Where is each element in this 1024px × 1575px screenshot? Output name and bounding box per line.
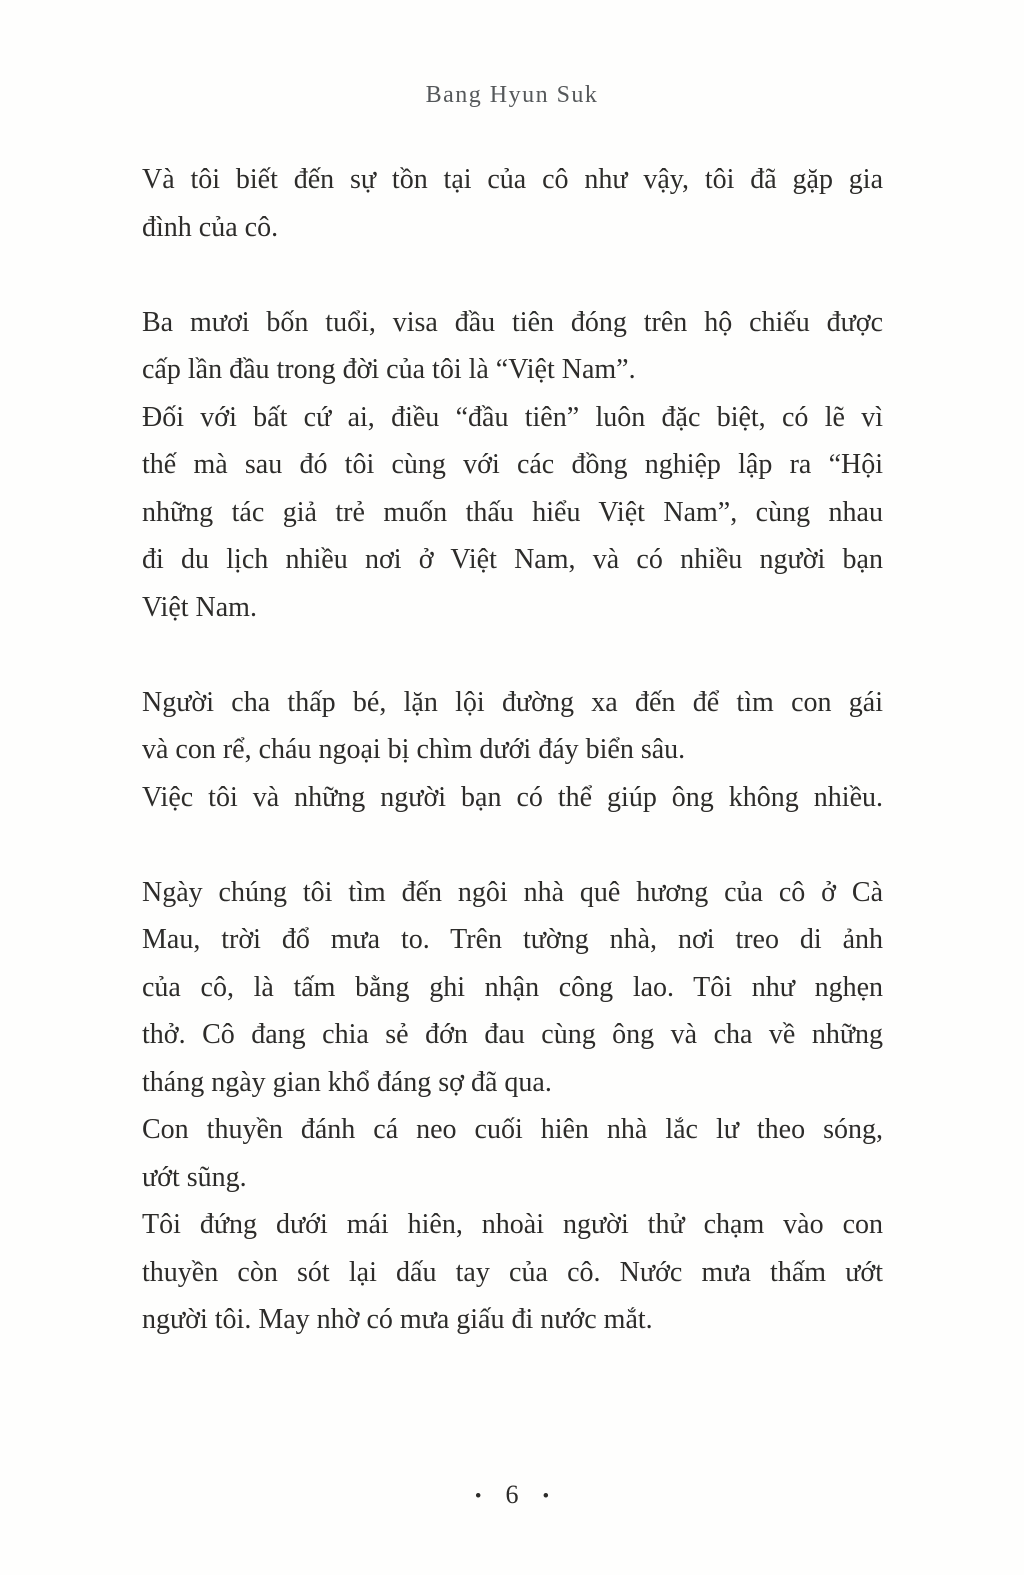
text-line: cấp lần đầu trong đời của tôi là “Việt Nam”. bbox=[142, 354, 636, 385]
footer-ornament-right-icon: • bbox=[542, 1485, 550, 1507]
text-line: Tôi đứng dưới mái hiên, nhoài người thử chạm vào con bbox=[142, 1209, 883, 1240]
text-line: thế mà sau đó tôi cùng với các đồng nghiệp lập ra “Hội bbox=[142, 449, 883, 480]
text-line: của cô, là tấm bằng ghi nhận công lao. Tôi như nghẹn bbox=[142, 971, 883, 1003]
text-line: Và tôi biết đến sự tồn tại của cô như vậy, tôi đã gặp gia bbox=[142, 164, 883, 195]
text-line: những tác giả trẻ muốn thấu hiểu Việt Nam”, cùng nhau bbox=[142, 496, 883, 528]
text-line: người tôi. May nhờ có mưa giấu đi nước mắt. bbox=[142, 1304, 653, 1335]
footer-ornament-left-icon: • bbox=[474, 1485, 482, 1507]
paragraph bbox=[142, 1201, 883, 1344]
text-line: thở. Cô đang chia sẻ đớn đau cùng ông và cha về những bbox=[142, 1019, 883, 1050]
text-line: Ngày chúng tôi tìm đến ngôi nhà quê hương của cô ở Cà bbox=[142, 876, 883, 908]
text-line: và con rể, cháu ngoại bị chìm dưới đáy biển sâu. bbox=[142, 734, 686, 765]
text-line: Người cha thấp bé, lặn lội đường xa đến để tìm con gái bbox=[142, 686, 883, 718]
page-footer bbox=[0, 1480, 1024, 1510]
paragraph bbox=[142, 299, 883, 394]
text-line: thuyền còn sót lại dấu tay của cô. Nước mưa thấm ướt bbox=[142, 1256, 883, 1288]
text-line: Con thuyền đánh cá neo cuối hiên nhà lắc lư theo sóng, bbox=[142, 1114, 883, 1145]
text-line: đi du lịch nhiều nơi ở Việt Nam, và có nhiều người bạn bbox=[142, 544, 883, 575]
paragraph bbox=[142, 1106, 883, 1201]
paragraph bbox=[142, 774, 883, 822]
paragraph bbox=[142, 869, 883, 1107]
paragraph bbox=[142, 156, 883, 251]
page-body-text bbox=[142, 156, 883, 1344]
text-line: ướt sũng. bbox=[142, 1161, 247, 1193]
text-line: tháng ngày gian khổ đáng sợ đã qua. bbox=[142, 1066, 552, 1098]
running-header-author: Bang Hyun Suk bbox=[425, 82, 599, 108]
text-line: đình của cô. bbox=[142, 211, 279, 243]
text-line: Ba mươi bốn tuổi, visa đầu tiên đóng trên hộ chiếu được bbox=[142, 306, 883, 338]
text-line: Mau, trời đổ mưa to. Trên tường nhà, nơi treo di ảnh bbox=[142, 924, 883, 955]
text-line: Việt Nam. bbox=[142, 591, 257, 623]
text-line: Việc tôi và những người bạn có thể giúp ông không nhiều. bbox=[142, 781, 883, 813]
page-number: 6 bbox=[505, 1480, 519, 1509]
text-line: Đối với bất cứ ai, điều “đầu tiên” luôn đặc biệt, có lẽ vì bbox=[142, 401, 883, 433]
paragraph bbox=[142, 679, 883, 774]
paragraph bbox=[142, 394, 883, 632]
